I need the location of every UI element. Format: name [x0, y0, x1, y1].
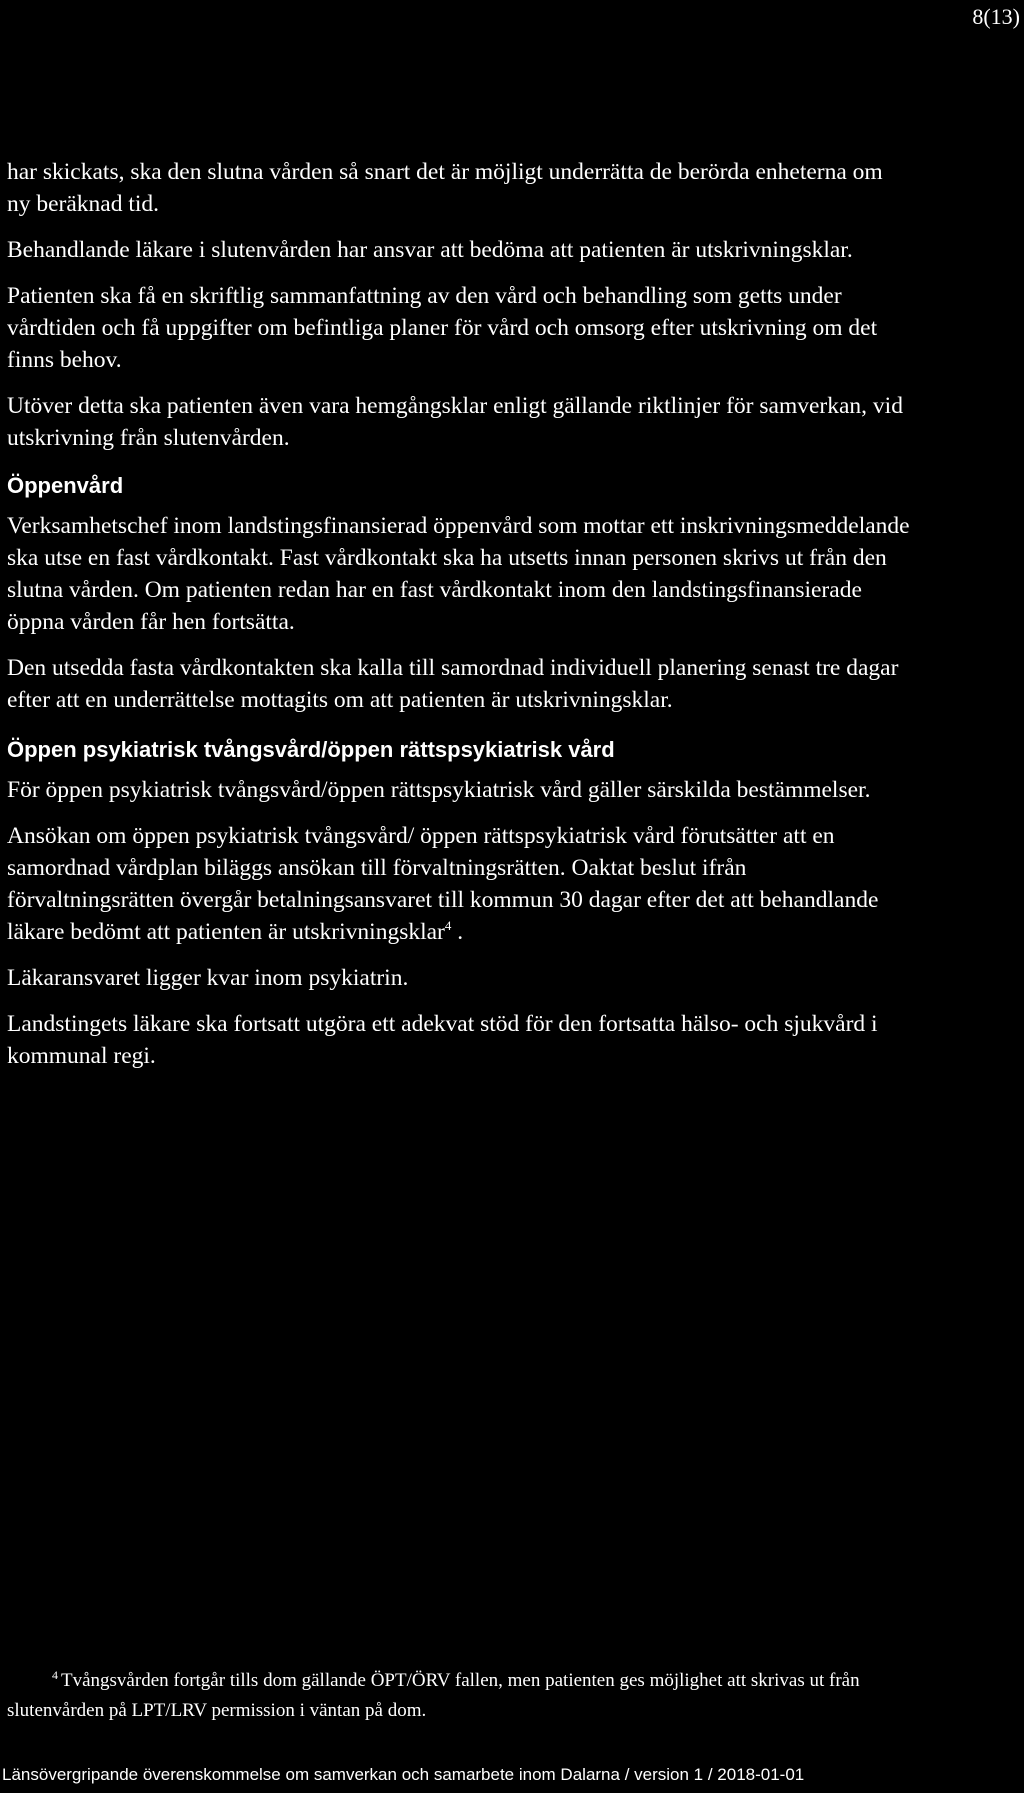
- section-heading-oppenvard: Öppenvård: [7, 473, 124, 498]
- footnote-text: Tvångsvården fortgår tills dom gällande ÖPT/ÖRV fallen, men patienten ges möjlighet att skrivas ut från slutenvården på LPT/LRV permission i väntan på dom.: [7, 1670, 860, 1721]
- page-footer: Länsövergripande överenskommelse om samverkan och samarbete inom Dalarna / version 1 / 2018-01-01: [2, 1765, 805, 1784]
- paragraph: Utöver detta ska patienten även vara hemgångsklar enligt gällande riktlinjer för samverkan, vid utskrivning från slutenvården.: [7, 393, 903, 451]
- footnote: [7, 1666, 912, 1726]
- paragraph-ansokan: [7, 820, 912, 948]
- document-body: [7, 156, 912, 1086]
- paragraph: Patienten ska få en skriftlig sammanfattning av den vård och behandling som getts under vårdtiden och få uppgifter om befintliga planer för vård och omsorg efter utskrivning om det finns behov.: [7, 283, 878, 373]
- paragraph: Behandlande läkare i slutenvården har ansvar att bedöma att patienten är utskrivningsklar.: [7, 237, 853, 263]
- paragraph: har skickats, ska den slutna vården så snart det är möjligt underrätta de berörda enheterna om ny beräknad tid.: [7, 159, 883, 217]
- footnote-reference[interactable]: 4: [444, 918, 452, 934]
- section-heading-psykiatrisk: Öppen psykiatrisk tvångsvård/öppen rättspsykiatrisk vård: [7, 737, 615, 762]
- paragraph: Landstingets läkare ska fortsatt utgöra ett adekvat stöd för den fortsatta hälso- och sjukvård i kommunal regi.: [7, 1011, 878, 1069]
- paragraph-text-end: .: [451, 919, 464, 945]
- paragraph: För öppen psykiatrisk tvångsvård/öppen rättspsykiatrisk vård gäller särskilda bestämmelser.: [7, 777, 871, 803]
- paragraph: Läkaransvaret ligger kvar inom psykiatrin.: [7, 965, 409, 991]
- paragraph: Den utsedda fasta vårdkontakten ska kalla till samordnad individuell planering senast tre dagar efter att en underrättelse mottagits om att patienten är utskrivningsklar.: [7, 655, 899, 713]
- footnote-number: 4: [52, 1667, 58, 1682]
- page-number: 8(13): [972, 4, 1020, 29]
- paragraph-text: Ansökan om öppen psykiatrisk tvångsvård/ öppen rättspsykiatrisk vård förutsätter att en samordnad vårdplan biläggs ansökan till förvaltningsrätten. Oaktat beslut ifrån förvaltningsrätten övergår betalningsansvaret till kommun 30 dagar efter det att behandlande läkare bedömt att patienten är utskrivningsklar: [7, 823, 879, 945]
- paragraph: Verksamhetschef inom landstingsfinansierad öppenvård som mottar ett inskrivningsmeddelande ska utse en fast vårdkontakt. Fast vårdkontakt ska ha utsetts innan personen skrivs ut från den slutna vården. Om patienten redan har en fast vårdkontakt inom den landstingsfinansierade öppna vården får hen fortsätta.: [7, 513, 910, 635]
